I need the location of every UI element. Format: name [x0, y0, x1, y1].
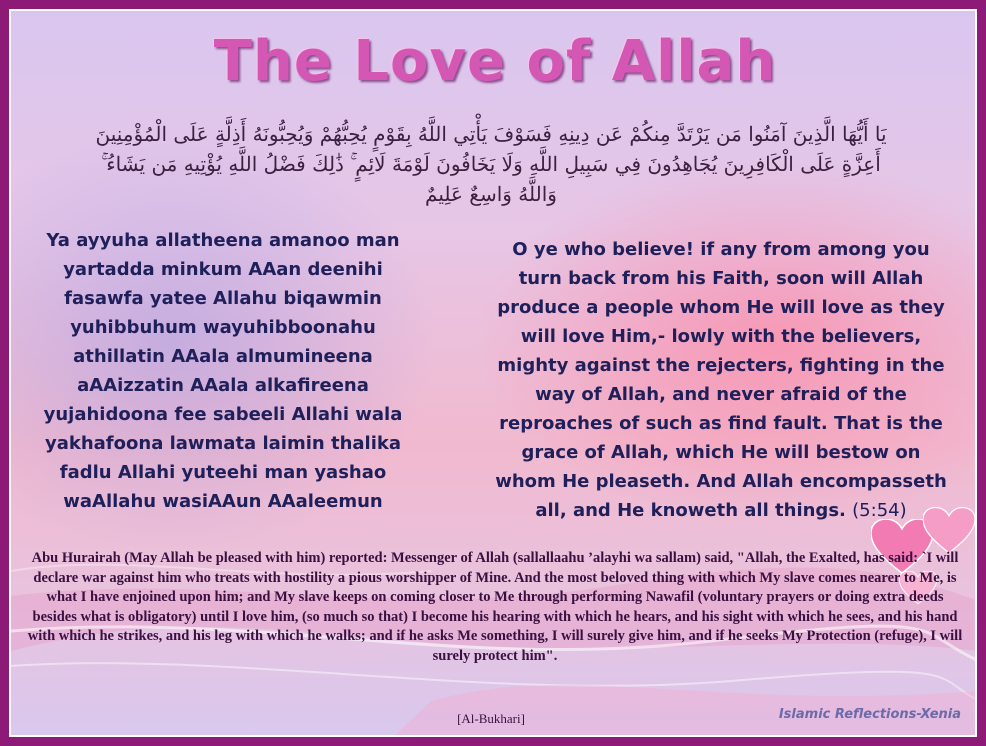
translation-block [491, 235, 951, 525]
page-title: The Love of Allah [213, 29, 777, 94]
poster-card [9, 9, 977, 737]
transliteration-text: Ya ayyuha allatheena amanoo man yartadda minkum AAan deenihi fasawfa yatee Allahu biqawmin yuhibbuhum wayuhibboonahu athillatin AAala almumineena aAAizzatin AAala alkafireena yujahidoona fee sabeeli Allahi wala yakhafoona lawmata laimin thalika fadlu Allahi yuteehi man yashao waAllahu wasiAAun AAaleemun [43, 230, 403, 512]
hadith-text: Abu Hurairah (May Allah be pleased with him) reported: Messenger of Allah (sallallaahu ’alayhi wa sallam) said, "Allah, the Exalted, has said: `I will declare war against him who treats with hostility a pious worshipper of Mine. And the most beloved thing with which My slave comes nearer to Me, is what I have enjoined upon him; and My slave keeps on coming closer to Me through performing Nawafil (voluntary prayers or doing extra deeds besides what is obligatory) until I love him, (so much so that) I become his hearing with which he hears, and his sight with which he sees, and his hand with which he strikes, and his leg with which he walks; and if he asks Me something, I will surely give him, and if he seeks My Protection (refuge), I will surely protect him". [27, 550, 963, 664]
credit-text: Islamic Reflections-Xenia [778, 707, 961, 722]
arabic-verse: يَا أَيُّهَا الَّذِينَ آمَنُوا مَن يَرْتَدَّ مِنكُمْ عَن دِينِهِ فَسَوْفَ يَأْتِي اللَّهُ بِقَوْمٍ يُحِبُّهُمْ وَيُحِبُّونَهُ أَذِلَّةٍ عَلَى الْمُؤْمِنِينَ أَعِزَّةٍ عَلَى الْكَافِرِينَ يُجَاهِدُونَ فِي سَبِيلِ اللَّهِ وَلَا يَخَافُونَ لَوْمَةَ لَائِمٍ ۚ ذَٰلِكَ فَضْلُ اللَّهِ يُؤْتِيهِ مَن يَشَاءُ ۚ وَاللَّهُ وَاسِعٌ عَلِيمٌ [95, 122, 887, 206]
verse-reference: (5:54) [852, 500, 907, 521]
translation-text: O ye who believe! if any from among you turn back from his Faith, soon will Allah produce a people whom He will love as they will love Him,- lowly with the believers, mighty against the rejecters, fighting in the way of Allah, and never afraid of the reproaches of such as find fault. That is the grace of Allah, which He will bestow on whom He pleaseth. And Allah encompasseth all, and He knoweth all things. [495, 239, 947, 521]
hadith-source: [Al-Bukhari] [457, 711, 525, 726]
